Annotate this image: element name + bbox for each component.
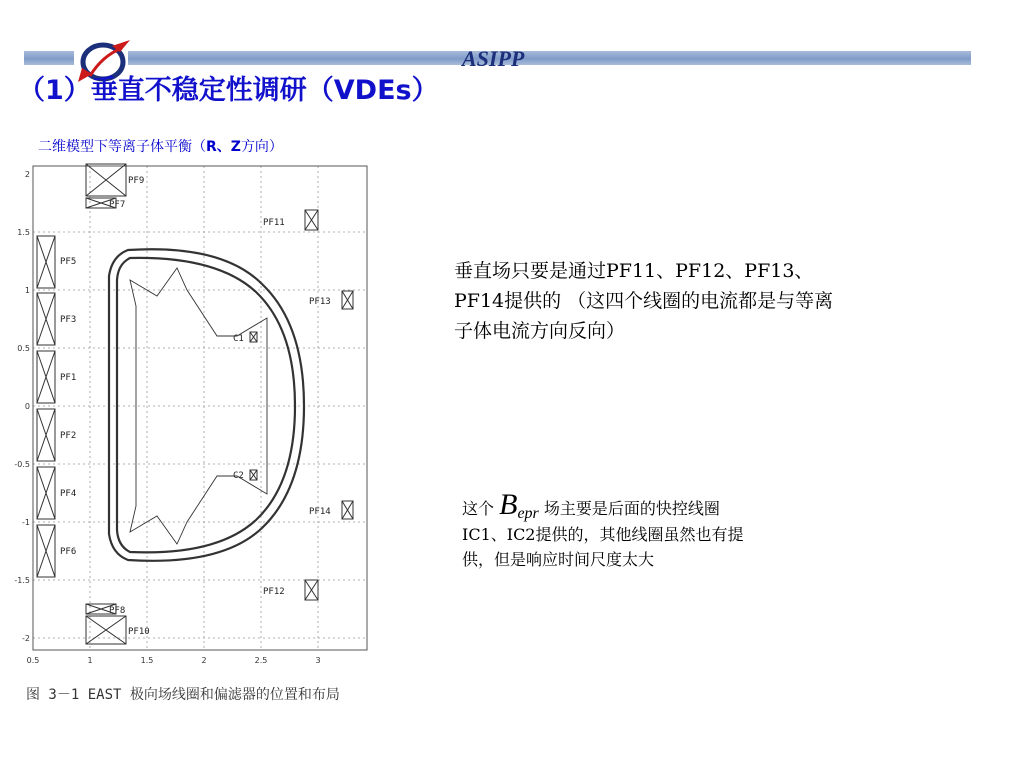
slide-title: （1）垂直不稳定性调研（VDEs） — [18, 75, 439, 106]
x-tick-0-5: 0.5 — [26, 656, 40, 665]
coil-pf2 — [37, 409, 55, 461]
y-tick-1: 1 — [24, 286, 30, 295]
label-pf14: PF14 — [309, 507, 331, 517]
coil-pf11 — [305, 210, 318, 230]
vertical-field-note: 垂直场只要是通过PF11、PF12、PF13、 PF14提供的 （这四个线圈的电流都是与等离子体电流方向反向） — [454, 260, 834, 342]
coil-c2 — [250, 470, 257, 480]
label-pf8: PF8 — [109, 606, 126, 616]
caption-top-prefix: 二维模型下等离子体平衡（ — [38, 139, 206, 155]
caption-top-latin: R、Z — [206, 139, 241, 155]
b-epr-subscript: epr — [517, 505, 539, 522]
x-tick-1-5: 1.5 — [140, 656, 154, 665]
coil-pf4 — [37, 467, 55, 519]
coil-pf5 — [37, 236, 55, 288]
label-pf9-top: PF9 — [128, 176, 145, 186]
label-pf12: PF12 — [263, 587, 285, 597]
y-tick-neg-0-5: -0.5 — [14, 460, 30, 469]
x-tick-1: 1 — [87, 656, 93, 665]
coil-pf6 — [37, 525, 55, 577]
y-tick-2: 2 — [24, 170, 30, 179]
label-pf7: PF7 — [109, 200, 126, 210]
label-c2: C2 — [233, 471, 244, 481]
coil-c1 — [250, 332, 257, 342]
coil-pf13 — [342, 291, 353, 309]
east-coil-layout-diagram — [12, 158, 372, 678]
note2-prefix: 这个 — [462, 499, 495, 518]
label-pf6: PF6 — [60, 547, 77, 557]
coil-pf12 — [305, 580, 318, 600]
label-pf11: PF11 — [263, 218, 285, 228]
y-tick-1-5: 1.5 — [17, 228, 30, 237]
y-tick-0-5: 0.5 — [17, 344, 30, 353]
label-pf4: PF4 — [60, 489, 77, 499]
x-tick-2-5: 2.5 — [254, 656, 268, 665]
plot-frame — [33, 166, 367, 650]
vacuum-vessel-inner — [117, 258, 295, 553]
grid-lines — [33, 166, 367, 650]
brand-name: ASIPP — [462, 46, 525, 71]
coil-pf14 — [342, 501, 353, 519]
y-tick-neg-1: -1 — [22, 518, 30, 527]
label-pf3: PF3 — [60, 315, 77, 325]
figure-caption-bottom: 图 3－1 EAST 极向场线圈和偏滤器的位置和布局 — [26, 687, 340, 703]
y-tick-0: 0 — [24, 402, 30, 411]
label-pf5: PF5 — [60, 257, 77, 267]
label-c1: C1 — [233, 334, 244, 344]
coil-pf9-top — [86, 164, 126, 196]
label-pf13: PF13 — [309, 297, 331, 307]
header-bar-right — [128, 51, 971, 65]
y-tick-neg-2: -2 — [22, 634, 30, 643]
label-pf1: PF1 — [60, 373, 77, 383]
label-pf2: PF2 — [60, 431, 77, 441]
vacuum-vessel-outer — [109, 249, 304, 561]
coil-pf3 — [37, 293, 55, 345]
figure-caption-top — [38, 136, 283, 156]
x-tick-3: 3 — [315, 656, 321, 665]
fast-control-coil-note — [462, 488, 752, 572]
label-pf10: PF10 — [128, 627, 150, 637]
caption-top-suffix: 方向） — [240, 139, 283, 155]
x-tick-2: 2 — [201, 656, 207, 665]
coil-pf10 — [86, 616, 126, 644]
b-epr-symbol: B — [499, 488, 518, 521]
header-bar-left — [24, 51, 74, 65]
y-tick-neg-1-5: -1.5 — [14, 576, 30, 585]
coil-pf1 — [37, 351, 55, 403]
note2-text: 场主要是后面的快控线圈IC1、IC2提供的，其他线圈虽然也有提供，但是响应时间尺度太大 — [462, 499, 744, 569]
